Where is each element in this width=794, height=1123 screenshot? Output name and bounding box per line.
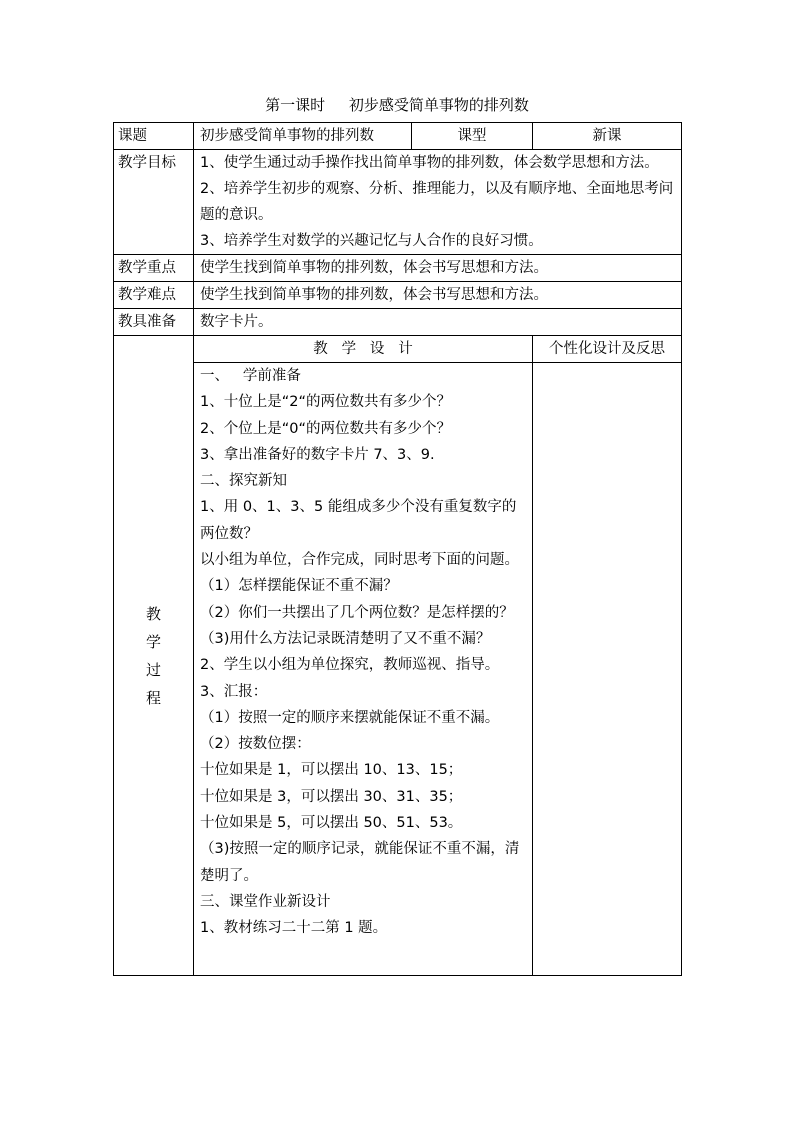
design-line: （3)按照一定的顺序记录，就能保证不重不漏，清楚明了。: [200, 841, 520, 884]
goals-content: [194, 150, 682, 255]
goals-label: 教学目标: [114, 150, 194, 255]
design-line: （1）按照一定的顺序来摆就能保证不重不漏。: [200, 709, 500, 726]
process-header-row: [114, 336, 682, 363]
goal-item: 1、使学生通过动手操作找出简单事物的排列数，体会数学思想和方法。: [200, 155, 659, 171]
design-line: （2）按数位摆：: [200, 736, 311, 753]
design-line: 3、拿出准备好的数字卡片 7、3、9.: [200, 446, 435, 463]
topic-value: 初步感受简单事物的排列数: [194, 123, 412, 150]
reflection-content: [533, 363, 682, 976]
design-line: （3)用什么方法记录既清楚明了又不重不漏？: [200, 630, 491, 647]
tools-row: [114, 309, 682, 336]
process-label-char: 程: [145, 688, 161, 707]
design-line: 十位如果是 3，可以摆出 30、31、35；: [200, 788, 463, 805]
key-value: 使学生找到简单事物的排列数，体会书写思想和方法。: [194, 255, 682, 282]
design-line: 1、用 0、1、3、5 能组成多少个没有重复数字的两位数？: [200, 499, 517, 542]
tools-value: 数字卡片。: [194, 309, 682, 336]
design-content: [194, 363, 533, 976]
design-line: 2、学生以小组为单位探究，教师巡视、指导。: [200, 657, 500, 674]
goals-row: [114, 150, 682, 255]
design-line: 1、教材练习二十二第 1 题。: [200, 920, 388, 937]
process-label: [114, 336, 194, 976]
design-line: 3、汇报：: [200, 683, 268, 700]
topic-label: 课题: [114, 123, 194, 150]
page-title: 第一课时 初步感受简单事物的排列数: [265, 96, 529, 114]
process-label-char: 学: [145, 632, 161, 651]
key-label: 教学重点: [114, 255, 194, 282]
design-line: 三、课堂作业新设计: [200, 893, 331, 910]
process-label-char: 教: [145, 604, 161, 623]
difficulty-row: [114, 282, 682, 309]
design-line: 十位如果是 5，可以摆出 50、51、53。: [200, 815, 463, 832]
difficulty-value: 使学生找到简单事物的排列数，体会书写思想和方法。: [194, 282, 682, 309]
design-line: 1、十位上是“2“的两位数共有多少个？: [200, 394, 451, 411]
design-line: 一、 学前准备: [200, 368, 301, 384]
design-line: 以小组为单位，合作完成，同时思考下面的问题。: [200, 552, 519, 569]
type-label: 课型: [412, 123, 533, 150]
lesson-plan-table: [113, 122, 682, 976]
design-line: 2、个位上是“0“的两位数共有多少个？: [200, 420, 451, 437]
goal-item: 3、培养学生对数学的兴趣记忆与人合作的良好习惯。: [200, 233, 543, 249]
design-line: （2）你们一共摆出了几个两位数？是怎样摆的？: [200, 604, 514, 621]
design-header: 教 学 设 计: [194, 336, 533, 363]
topic-row: [114, 123, 682, 150]
process-body-row: [114, 363, 682, 976]
process-label-char: 过: [145, 660, 161, 679]
key-row: [114, 255, 682, 282]
design-line: 十位如果是 1，可以摆出 10、13、15；: [200, 762, 463, 779]
design-line: （1）怎样摆能保证不重不漏？: [200, 578, 398, 595]
reflection-header: 个性化设计及反思: [533, 336, 682, 363]
tools-label: 教具准备: [114, 309, 194, 336]
difficulty-label: 教学难点: [114, 282, 194, 309]
type-value: 新课: [533, 123, 682, 150]
design-line: 二、探究新知: [200, 473, 287, 490]
goal-item: 2、培养学生初步的观察、分析、推理能力，以及有顺序地、全面地思考问题的意识。: [200, 181, 674, 223]
